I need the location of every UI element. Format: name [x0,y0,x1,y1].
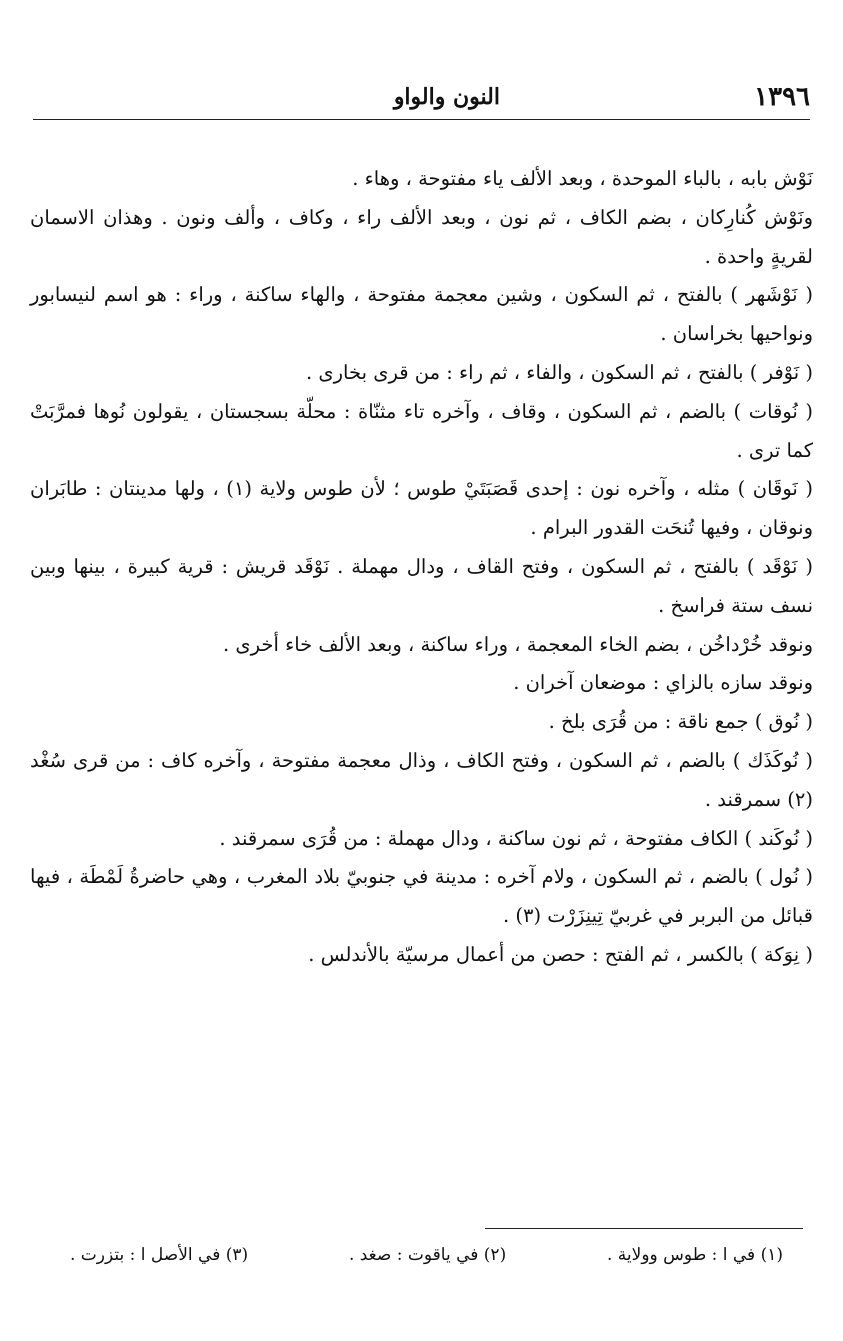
header-divider [33,119,810,120]
entry-paragraph: ( نِوَكة ) بالكسر ، ثم الفتح : حصن من أعمال مرسيّة بالأندلس . [308,942,813,966]
entry-paragraph: ( نَوْشَهر ) بالفتح ، ثم السكون ، وشين معجمة مفتوحة ، والهاء ساكنة ، وراء : هو اسم لنيسابور ونواحيها بخراسان . [30,283,813,346]
entry-paragraph: ( نُول ) بالضم ، ثم السكون ، ولام آخره : مدينة في جنوبيّ بلاد المغرب ، وهي حاضرةُ لَمْطَة ، فيها قبائل من البربر في غربيّ تِينِزَرْت (٣) . [30,865,813,928]
footnote-divider [485,1228,803,1229]
entry-paragraph: ( نُوكَذَك ) بالضم ، ثم السكون ، وفتح الكاف ، وذال معجمة مفتوحة ، وآخره كاف : من قرى سُغْد (٢) سمرقند . [30,748,813,811]
dictionary-body [30,160,813,975]
entry-paragraph: ( نَوقَان ) مثله ، وآخره نون : إحدى قَصَبَتَيْ طوس ؛ لأن طوس ولاية (١) ، ولها مدينتان : طابَران ونوقان ، وفيها تُنحَت القدور البرام . [30,477,813,540]
entry-paragraph: ( نُوق ) جمع ناقة : من قُرَى بلخ . [548,710,813,734]
running-title: النون والواو [393,84,500,110]
page-number: ١٣٩٦ [754,82,810,112]
entry-paragraph: ونَوْش كُنارِكان ، بضم الكاف ، ثم نون ، وبعد الألف راء ، وكاف ، وألف ونون . وهذان الاسمان لقريةٍ واحدة . [30,205,813,268]
entry-paragraph: ( نَوْفر ) بالفتح ، ثم السكون ، والفاء ، ثم راء : من قرى بخارى . [305,360,813,384]
footnote-2: (٢) في ياقوت : صغد . [348,1245,507,1265]
entry-paragraph: ونوقد خُرْداخُن ، بضم الخاء المعجمة ، وراء ساكنة ، وبعد الألف خاء أخرى . [222,632,813,656]
entry-paragraph: ( نَوْقَد ) بالفتح ، ثم السكون ، وفتح القاف ، ودال مهملة . نَوْقَد قريش : قرية كبيرة ، بينها وبين نسف ستة فراسخ . [30,554,813,617]
entry-paragraph: نَوْش بابه ، بالباء الموحدة ، وبعد الألف ياء مفتوحة ، وهاء . [352,167,813,190]
entry-paragraph: ( نُوقات ) بالضم ، ثم السكون ، وقاف ، وآخره تاء مثنّاة : محلّة بسجستان ، يقولون نُوها فمرَّبَتْ كما ترى . [30,399,813,462]
footnote-3: (٣) في الأصل ا : بتزرت . [70,1245,249,1265]
entry-paragraph: ونوقد سازه بالزاي : موضعان آخران . [513,671,813,695]
footnotes [70,1245,783,1265]
page-header [33,80,810,120]
footnote-1: (١) في ا : طوس وولاية . [606,1245,783,1265]
entry-paragraph: ( نُوكَند ) الكاف مفتوحة ، ثم نون ساكنة ، ودال مهملة : من قُرَى سمرقند . [219,826,813,850]
